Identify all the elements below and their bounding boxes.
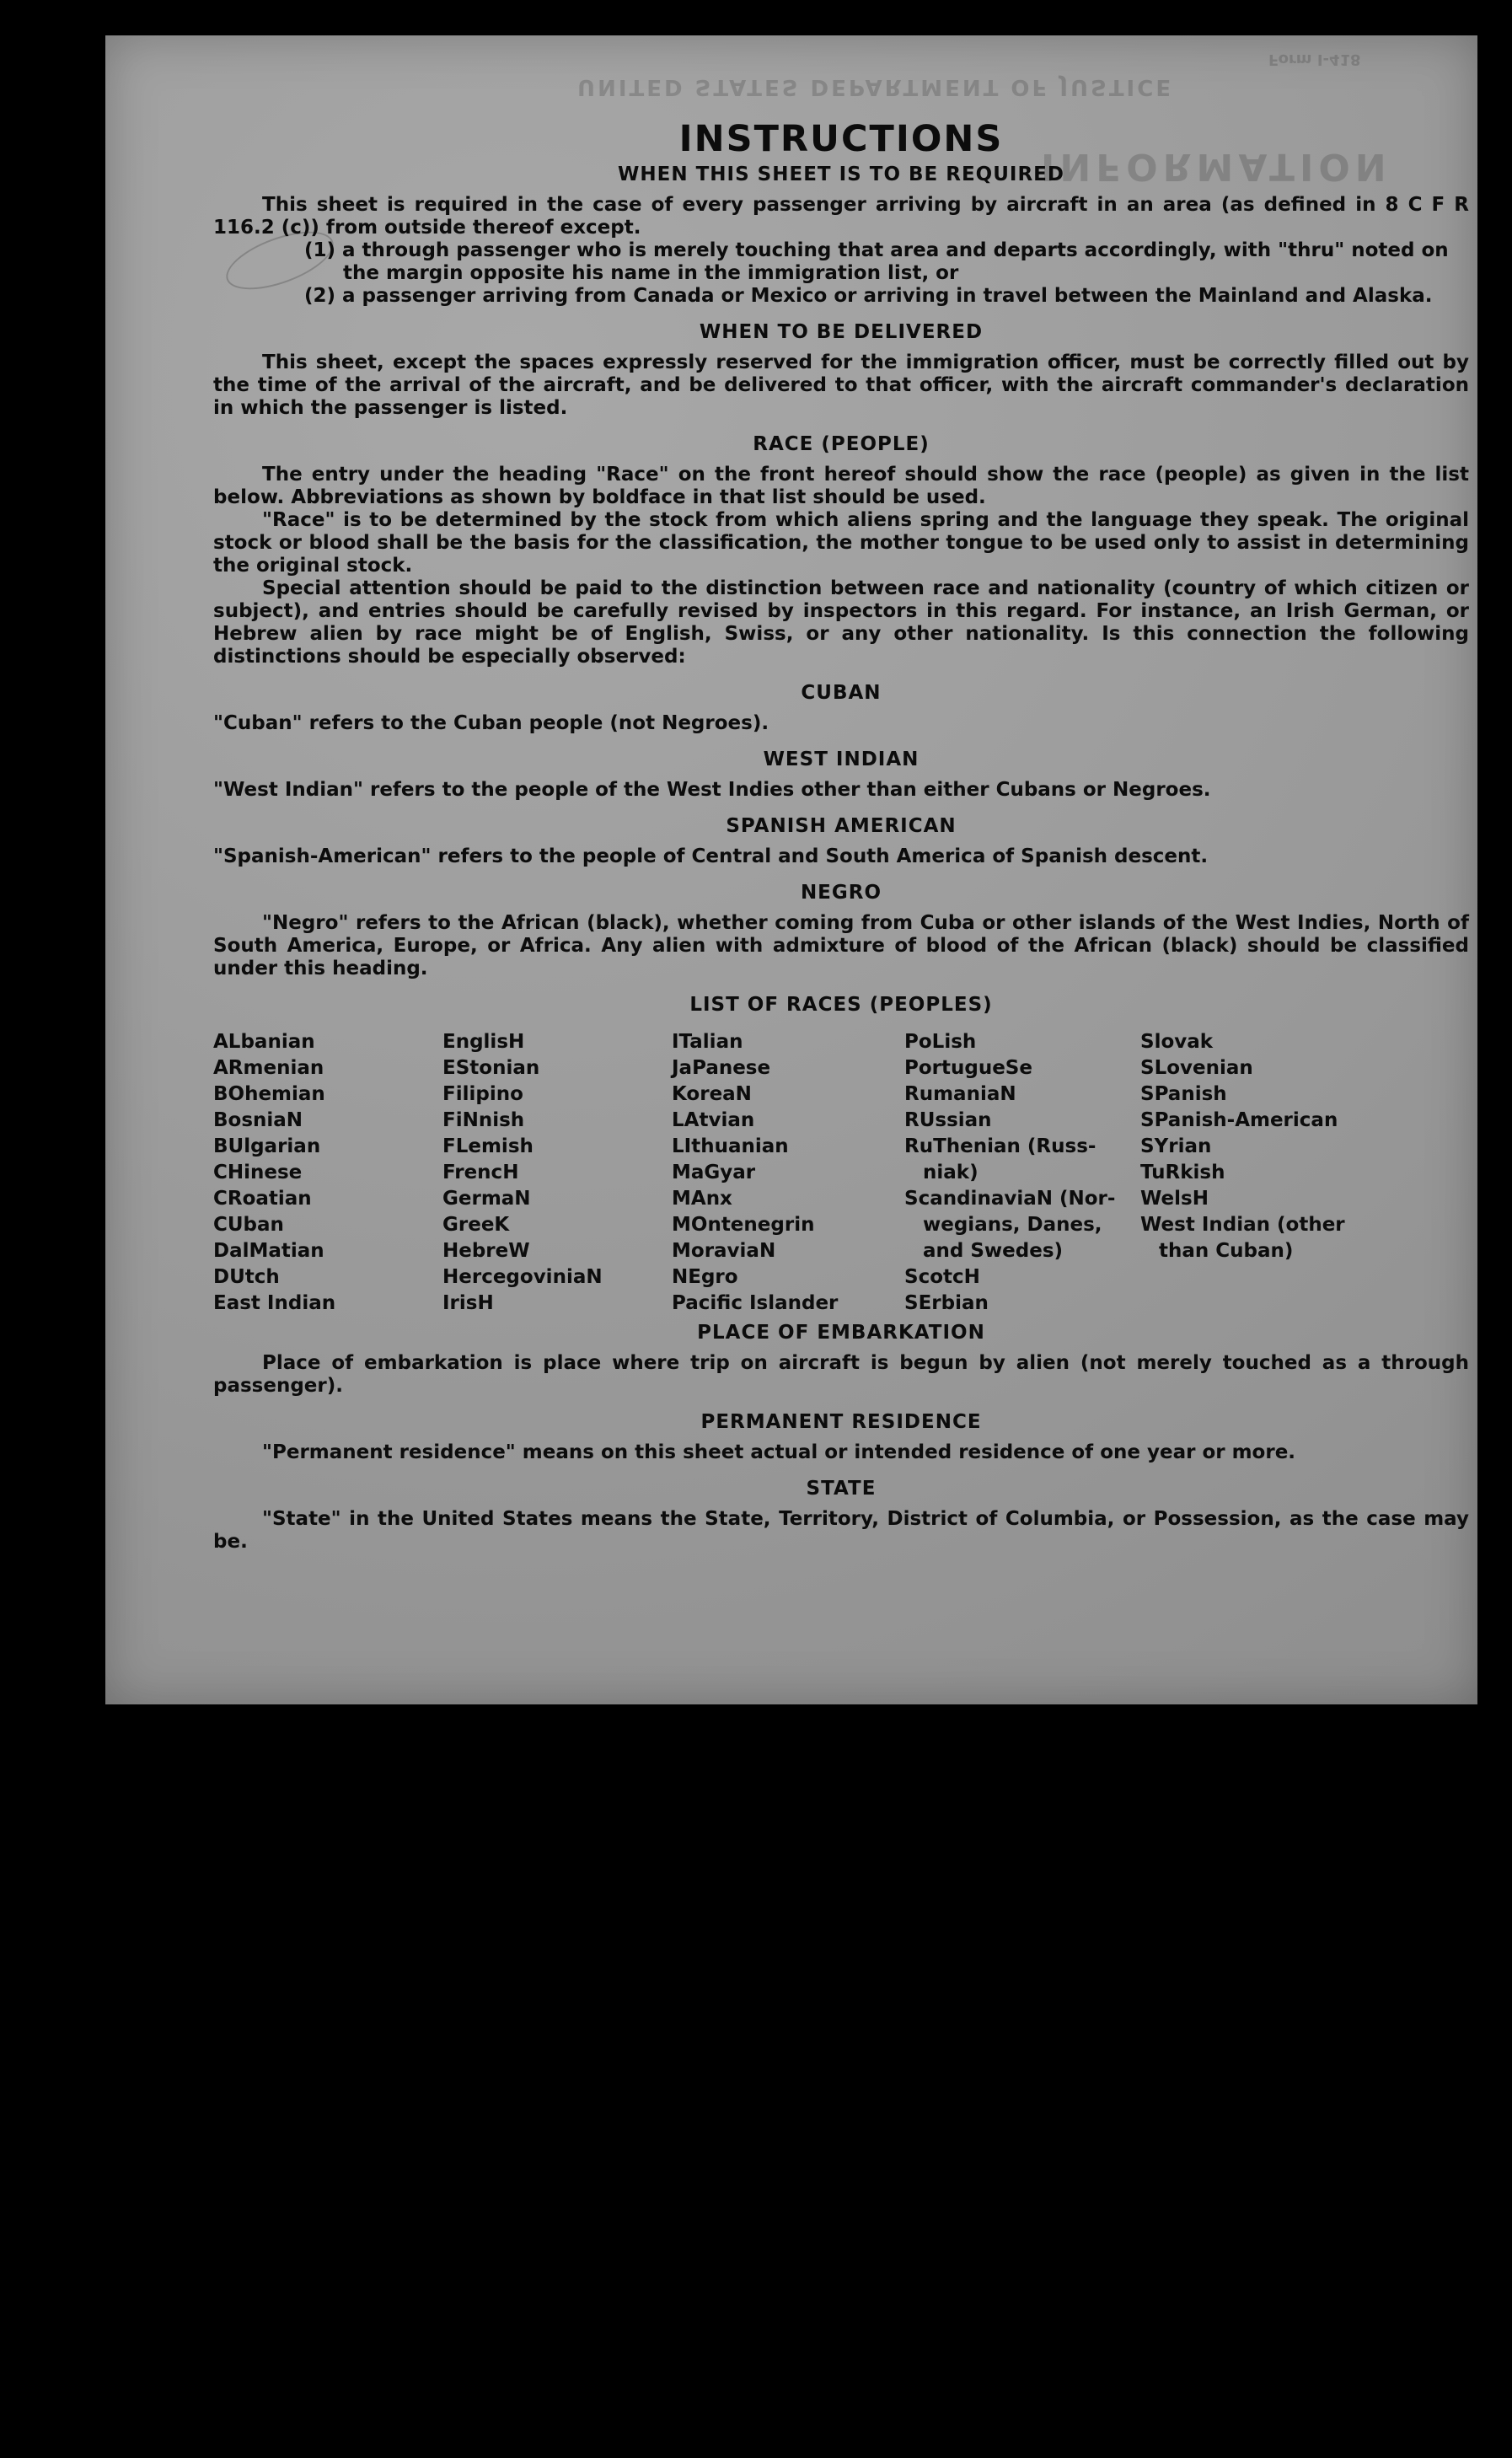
bleed-through-title: INFORMATION (1041, 145, 1391, 188)
race-entry: BUlgarian (213, 1135, 321, 1157)
race-entry: Slovak (1140, 1031, 1214, 1053)
race-entry: FrencH (442, 1162, 519, 1183)
exception-item-1: (1) a through passenger who is merely touching that area and departs accordingly, with "thru" noted on the margin opposite his name in the immigration list, or (304, 239, 1449, 284)
races-column (904, 1029, 1140, 1317)
race-paragraph-1: The entry under the heading "Race" on the front hereof should show the race (people) as given in the list below. Abbreviations as shown by boldface in that list should be used. (213, 464, 1469, 508)
race-entry: Filipino (442, 1083, 523, 1105)
race-entry: GreeK (442, 1214, 510, 1236)
race-entry: CRoatian (213, 1188, 312, 1210)
heading-list-of-races: LIST OF RACES (PEOPLES) (689, 994, 993, 1016)
race-entry: CUban (213, 1214, 284, 1236)
race-entry: SYrian (1140, 1135, 1212, 1157)
race-entry: MaGyar (672, 1162, 756, 1183)
race-entry: BosniaN (213, 1109, 303, 1131)
permanent-residence-text: "Permanent residence" means on this sheet actual or intended residence of one year or more. (262, 1441, 1296, 1463)
page-title: INSTRUCTIONS (678, 118, 1004, 160)
race-entry: West Indian (other (1140, 1214, 1345, 1236)
races-column (672, 1029, 904, 1317)
race-entry: WelsH (1140, 1188, 1209, 1210)
bleed-through-form-number: Form I-418 (1268, 51, 1361, 68)
instructions-content (213, 116, 1469, 1554)
race-entry: NEgro (672, 1266, 738, 1288)
race-entry: ALbanian (213, 1031, 315, 1053)
race-entry: RuThenian (Russ- (904, 1135, 1096, 1157)
race-entry: SLovenian (1140, 1057, 1253, 1079)
races-column (1140, 1029, 1469, 1317)
race-entry: RumaniaN (904, 1083, 1016, 1105)
race-entry: PortugueSe (904, 1057, 1032, 1079)
heading-when-delivered: WHEN TO BE DELIVERED (699, 321, 984, 343)
bleed-through-header: UNITED STATES DEPARTMENT OF JUSTICE (577, 74, 1174, 99)
place-of-embarkation-text: Place of embarkation is place where trip on aircraft is begun by alien (not merely touched as a through passenger). (213, 1352, 1469, 1397)
race-entry: PoLish (904, 1031, 977, 1053)
race-entry: ScotcH (904, 1266, 980, 1288)
race-entry: LAtvian (672, 1109, 755, 1131)
race-entry: HebreW (442, 1240, 530, 1262)
heading-west-indian: WEST INDIAN (763, 749, 920, 770)
race-entry: SPanish (1140, 1083, 1227, 1105)
race-entry: DalMatian (213, 1240, 324, 1262)
race-entry: wegians, Danes, (923, 1214, 1102, 1236)
negro-text: "Negro" refers to the African (black), whether coming from Cuba or other islands of the West Indies, North of South America, Europe, or Africa. Any alien with admixture of blood of the African (black) should be classified under this heading. (213, 912, 1469, 979)
document-page (105, 35, 1477, 1704)
west-indian-text: "West Indian" refers to the people of the West Indies other than either Cubans or Negroes. (213, 779, 1211, 801)
race-entry: SPanish-American (1140, 1109, 1338, 1131)
race-entry: IrisH (442, 1292, 494, 1314)
race-entry: Pacific Islander (672, 1292, 839, 1314)
spanish-american-text: "Spanish-American" refers to the people of Central and South America of Spanish descent. (213, 845, 1209, 867)
races-list (213, 1029, 1469, 1317)
race-entry: RUssian (904, 1109, 992, 1131)
races-column (213, 1029, 442, 1317)
races-column (442, 1029, 672, 1317)
race-paragraph-2: "Race" is to be determined by the stock from which aliens spring and the language they speak. The original stock or blood shall be the basis for the classification, the mother tongue to be used only to assist in determining the original stock. (213, 509, 1469, 577)
race-entry: niak) (923, 1162, 979, 1183)
race-entry: KoreaN (672, 1083, 752, 1105)
race-entry: FiNnish (442, 1109, 525, 1131)
heading-permanent-residence: PERMANENT RESIDENCE (700, 1411, 982, 1433)
heading-negro: NEGRO (800, 882, 882, 904)
heading-spanish-american: SPANISH AMERICAN (726, 815, 957, 837)
heading-cuban: CUBAN (801, 682, 882, 704)
race-entry: ScandinaviaN (Nor- (904, 1188, 1116, 1210)
race-entry: GermaN (442, 1188, 531, 1210)
race-paragraph-3: Special attention should be paid to the distinction between race and nationality (country of which citizen or subject), and entries should be carefully revised by inspectors in this regard. For instance, an Irish German, or Hebrew alien by race might be of English, Swiss, or any other nationality. Is this connection the following distinctions should be especially observed: (213, 577, 1469, 668)
when-delivered-text: This sheet, except the spaces expressly reserved for the immigration officer, must be correctly filled out by the time of the arrival of the aircraft, and be delivered to that officer, with the aircraft commander's declaration in which the passenger is listed. (213, 352, 1469, 419)
race-entry: East Indian (213, 1292, 336, 1314)
heading-when-required: WHEN THIS SHEET IS TO BE REQUIRED (618, 164, 1064, 185)
race-entry: MOntenegrin (672, 1214, 815, 1236)
race-entry: ARmenian (213, 1057, 324, 1079)
race-entry: LIthuanian (672, 1135, 789, 1157)
race-entry: EStonian (442, 1057, 540, 1079)
race-entry: CHinese (213, 1162, 303, 1183)
heading-state: STATE (806, 1478, 877, 1500)
race-entry: MoraviaN (672, 1240, 776, 1262)
race-entry: EnglisH (442, 1031, 525, 1053)
race-entry: FLemish (442, 1135, 533, 1157)
race-entry: than Cuban) (1159, 1240, 1294, 1262)
race-entry: TuRkish (1140, 1162, 1225, 1183)
race-entry: JaPanese (672, 1057, 771, 1079)
race-entry: MAnx (672, 1188, 732, 1210)
race-entry: and Swedes) (923, 1240, 1064, 1262)
exception-item-2: (2) a passenger arriving from Canada or Mexico or arriving in travel between the Mainland and Alaska. (304, 285, 1433, 307)
when-required-intro: This sheet is required in the case of every passenger arriving by aircraft in an area (as defined in 8 C F R 116.2 (c)) from outside thereof except. (213, 194, 1469, 239)
race-entry: ITalian (672, 1031, 743, 1053)
race-entry: SErbian (904, 1292, 989, 1314)
race-entry: BOhemian (213, 1083, 325, 1105)
race-entry: HercegoviniaN (442, 1266, 603, 1288)
state-text: "State" in the United States means the State, Territory, District of Columbia, or Possession, as the case may be. (213, 1508, 1469, 1553)
cuban-text: "Cuban" refers to the Cuban people (not Negroes). (213, 712, 769, 734)
race-entry: DUtch (213, 1266, 280, 1288)
heading-place-of-embarkation: PLACE OF EMBARKATION (697, 1322, 985, 1344)
heading-race: RACE (PEOPLE) (753, 433, 930, 455)
